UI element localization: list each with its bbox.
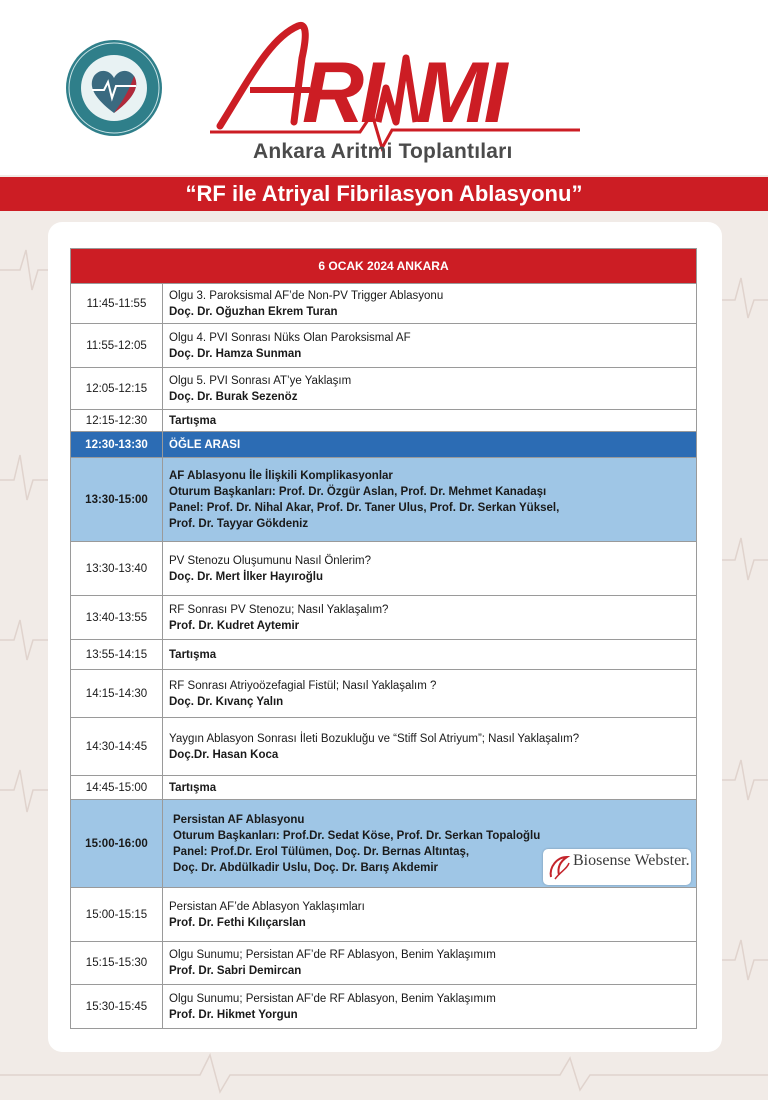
- speaker-name: Prof. Dr. Fethi Kılıçarslan: [169, 916, 306, 929]
- time-cell: 15:00-16:00: [71, 800, 163, 888]
- lunch-break-row: [71, 432, 697, 458]
- table-row: [71, 985, 697, 1029]
- speaker-name: Doç. Dr. Burak Sezenöz: [169, 390, 298, 403]
- talk-title: RF Sonrası Atriyoözefagial Fistül; Nasıl Yaklaşalım ?: [169, 679, 437, 692]
- schedule-table: [70, 248, 697, 1029]
- break-cell: ÖĞLE ARASI: [163, 432, 697, 458]
- sponsor-name: Biosense Webster.: [573, 852, 690, 869]
- speaker-name: Doç. Dr. Mert İlker Hayıroğlu: [169, 570, 324, 583]
- speaker-name: Doç. Dr. Kıvanç Yalın: [169, 695, 284, 708]
- date-header-row: [71, 249, 697, 284]
- talk-cell: [163, 542, 697, 596]
- session-chairs: Oturum Başkanları: Prof. Dr. Özgür Aslan, Prof. Dr. Mehmet Kanadaşı: [169, 485, 547, 498]
- time-cell: 14:45-15:00: [71, 776, 163, 800]
- talk-title: RF Sonrası PV Stenozu; Nasıl Yaklaşalım?: [169, 603, 389, 616]
- talk-cell: [163, 888, 697, 942]
- talk-title: Olgu 3. Paroksismal AF’de Non-PV Trigger Ablasyonu: [169, 289, 444, 302]
- time-cell: 12:15-12:30: [71, 410, 163, 432]
- banner-title: “RF ile Atriyal Fibrilasyon Ablasyonu”: [0, 177, 768, 211]
- time-cell: 13:30-15:00: [71, 458, 163, 542]
- table-row: [71, 324, 697, 368]
- talk-title: Olgu 4. PVI Sonrası Nüks Olan Paroksismal AF: [169, 331, 411, 344]
- table-row: [71, 640, 697, 670]
- talk-title: Olgu Sunumu; Persistan AF’de RF Ablasyon, Benim Yaklaşımım: [169, 949, 496, 961]
- svg-text:MI: MI: [416, 45, 504, 141]
- talk-cell: [163, 985, 697, 1029]
- talk-title: Olgu Sunumu; Persistan AF’de RF Ablasyon, Benim Yaklaşımım: [169, 992, 496, 1005]
- session-panel-cont: Prof. Dr. Tayyar Gökdeniz: [169, 517, 309, 530]
- speaker-name: Prof. Dr. Kudret Aytemir: [169, 619, 300, 632]
- discussion-cell: Tartışma: [163, 410, 697, 432]
- session-panel-cont: Doç. Dr. Abdülkadir Uslu, Doç. Dr. Barış Akdemir: [173, 861, 438, 874]
- speaker-name: Prof. Dr. Sabri Demircan: [169, 965, 302, 977]
- time-cell: 11:55-12:05: [71, 324, 163, 368]
- discussion-cell: Tartışma: [163, 640, 697, 670]
- table-row: [71, 596, 697, 640]
- sponsor-swirl-icon: [547, 853, 571, 881]
- speaker-name: Prof. Dr. Hikmet Yorgun: [169, 1008, 298, 1021]
- talk-cell: [163, 368, 697, 410]
- session-panel: Panel: Prof.Dr. Erol Tülümen, Doç. Dr. Bernas Altıntaş,: [173, 845, 470, 858]
- session-row: [71, 458, 697, 542]
- session-title: Persistan AF Ablasyonu: [173, 813, 305, 826]
- talk-title: Olgu 5. PVI Sonrası AT’ye Yaklaşım: [169, 374, 352, 387]
- speaker-name: Doç. Dr. Hamza Sunman: [169, 347, 302, 360]
- biosense-webster-logo: [543, 849, 691, 885]
- session-panel: Panel: Prof. Dr. Nihal Akar, Prof. Dr. Taner Ulus, Prof. Dr. Serkan Yüksel,: [169, 501, 560, 514]
- header: [0, 0, 768, 175]
- session-chairs: Oturum Başkanları: Prof.Dr. Sedat Köse, Prof. Dr. Serkan Topaloğlu: [173, 829, 541, 842]
- table-row: [71, 942, 697, 985]
- time-cell: 15:00-15:15: [71, 888, 163, 942]
- svg-text:RI: RI: [302, 45, 380, 141]
- session-title: AF Ablasyonu İle İlişkili Komplikasyonlar: [169, 469, 393, 482]
- time-cell: 13:40-13:55: [71, 596, 163, 640]
- association-seal-icon: [64, 38, 164, 138]
- time-cell: 13:30-13:40: [71, 542, 163, 596]
- table-row: [71, 888, 697, 942]
- time-cell: 14:30-14:45: [71, 718, 163, 776]
- aritmi-logo: [210, 18, 580, 158]
- table-row: [71, 718, 697, 776]
- session-cell: [163, 458, 697, 542]
- talk-title: Yaygın Ablasyon Sonrası İleti Bozukluğu ve “Stiff Sol Atriyum”; Nasıl Yaklaşalım?: [169, 732, 580, 745]
- time-cell: 11:45-11:55: [71, 284, 163, 324]
- date-header: 6 OCAK 2024 ANKARA: [71, 249, 697, 284]
- talk-cell: [163, 670, 697, 718]
- speaker-name: Doç. Dr. Oğuzhan Ekrem Turan: [169, 305, 338, 318]
- talk-title: PV Stenozu Oluşumunu Nasıl Önlerim?: [169, 554, 371, 567]
- logo-subtitle: Ankara Aritmi Toplantıları: [253, 140, 513, 163]
- table-row: [71, 410, 697, 432]
- table-row: [71, 670, 697, 718]
- talk-cell: [163, 596, 697, 640]
- talk-cell: [163, 942, 697, 985]
- time-cell: 15:30-15:45: [71, 985, 163, 1029]
- talk-cell: [163, 718, 697, 776]
- table-row: [71, 542, 697, 596]
- time-cell: 14:15-14:30: [71, 670, 163, 718]
- talk-cell: [163, 324, 697, 368]
- speaker-name: Doç.Dr. Hasan Koca: [169, 748, 279, 761]
- table-row: [71, 284, 697, 324]
- table-row: [71, 368, 697, 410]
- discussion-cell: Tartışma: [163, 776, 697, 800]
- table-row: [71, 776, 697, 800]
- time-cell: 15:15-15:30: [71, 942, 163, 985]
- time-cell: 12:30-13:30: [71, 432, 163, 458]
- talk-cell: [163, 284, 697, 324]
- talk-title: Persistan AF’de Ablasyon Yaklaşımları: [169, 900, 365, 913]
- time-cell: 12:05-12:15: [71, 368, 163, 410]
- time-cell: 13:55-14:15: [71, 640, 163, 670]
